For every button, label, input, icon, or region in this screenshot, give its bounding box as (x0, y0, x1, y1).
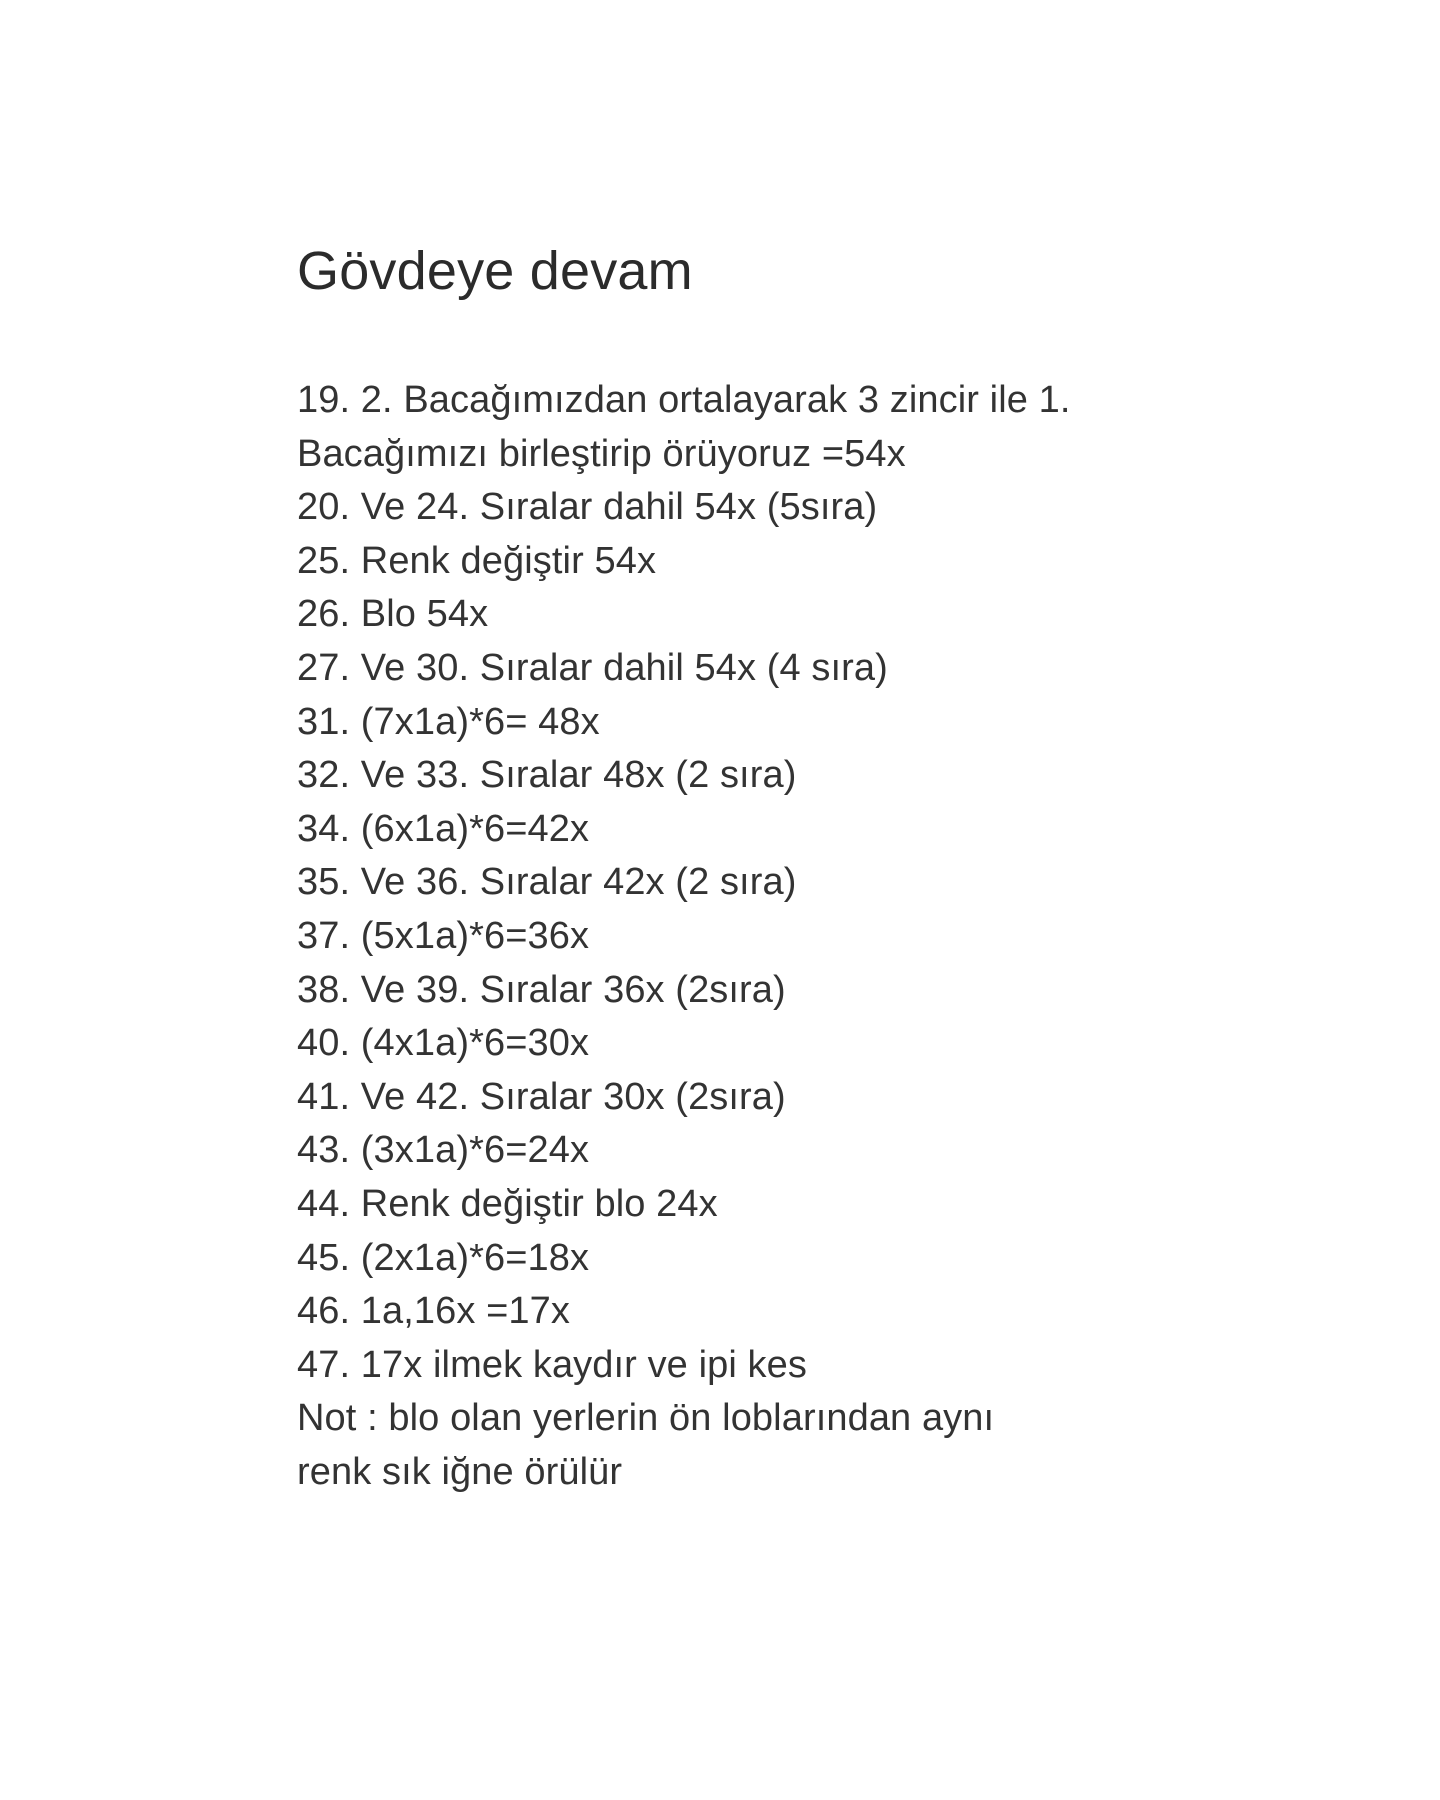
instruction-line: 20. Ve 24. Sıralar dahil 54x (5sıra) (297, 486, 878, 529)
instruction-line: 34. (6x1a)*6=42x (297, 807, 590, 850)
instruction-line: 26. Blo 54x (297, 593, 489, 636)
note-line: renk sık iğne örülür (297, 1450, 623, 1493)
instruction-line: 27. Ve 30. Sıralar dahil 54x (4 sıra) (297, 646, 888, 689)
instruction-line: 31. (7x1a)*6= 48x (297, 700, 600, 743)
document (297, 232, 1297, 1499)
instruction-line: 46. 1a,16x =17x (297, 1290, 570, 1333)
instruction-list (297, 374, 1297, 1499)
instruction-line: 37. (5x1a)*6=36x (297, 914, 590, 957)
instruction-line: 45. (2x1a)*6=18x (297, 1236, 590, 1279)
instruction-line: 25. Renk değiştir 54x (297, 539, 657, 582)
instruction-line: 47. 17x ilmek kaydır ve ipi kes (297, 1343, 807, 1386)
instruction-line: 41. Ve 42. Sıralar 30x (2sıra) (297, 1075, 786, 1118)
instruction-line: 40. (4x1a)*6=30x (297, 1022, 590, 1065)
instruction-line: 19. 2. Bacağımızdan ortalayarak 3 zincir ile 1. (297, 379, 1071, 421)
instruction-line: 44. Renk değiştir blo 24x (297, 1182, 718, 1225)
note-line: Not : blo olan yerlerin ön loblarından aynı (297, 1397, 995, 1440)
instruction-line: Bacağımızı birleştirip örüyoruz =54x (297, 432, 906, 475)
instruction-line: 35. Ve 36. Sıralar 42x (2 sıra) (297, 861, 797, 904)
instruction-line: 43. (3x1a)*6=24x (297, 1129, 590, 1172)
instruction-line: 32. Ve 33. Sıralar 48x (2 sıra) (297, 754, 797, 797)
instruction-line: 38. Ve 39. Sıralar 36x (2sıra) (297, 968, 786, 1011)
page-title: Gövdeye devam (297, 241, 693, 301)
